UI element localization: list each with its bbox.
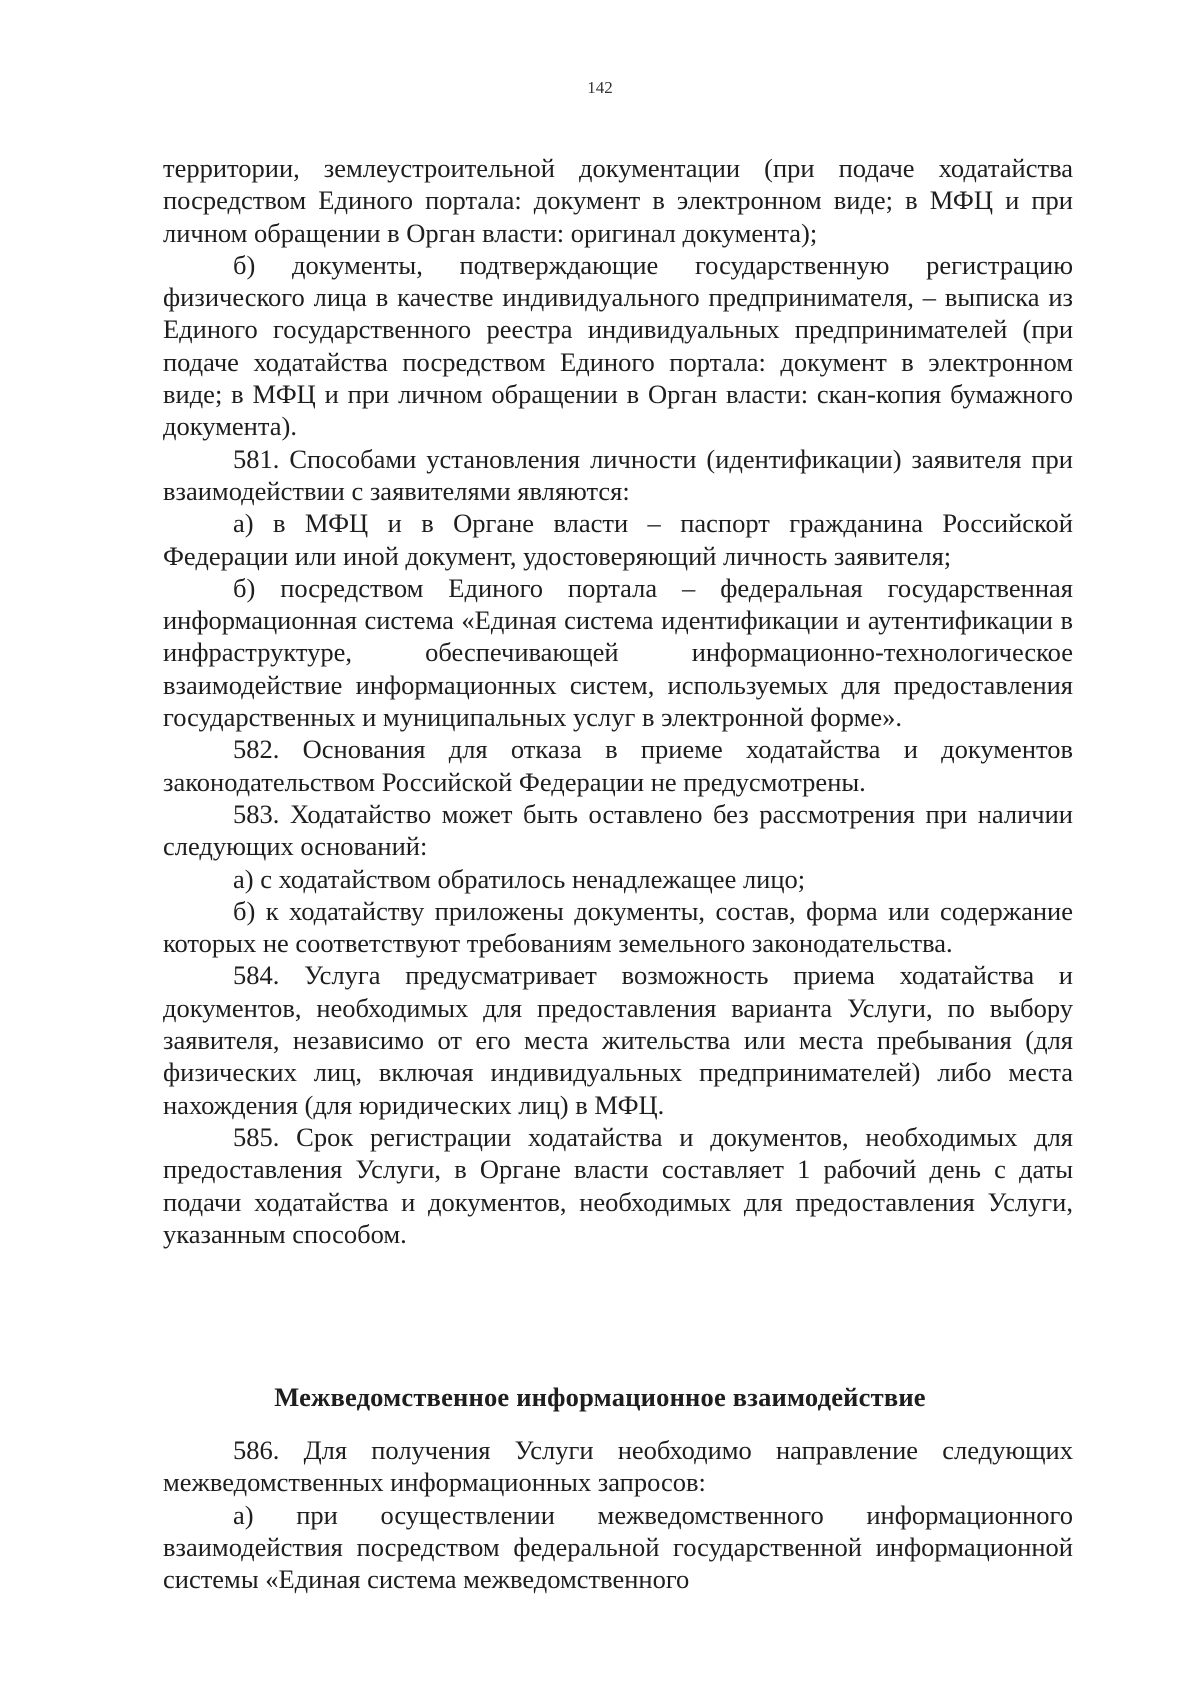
paragraph-584: 584. Услуга предусматривает возможность приема ходатайства и документов, необходимых для предоставления варианта Услуги, по выбору заявителя, независимо от его места жительства или места пребывания (для физических лиц, включая индивидуальных предпринимателей) либо места нахождения (для юридических лиц) в МФЦ. [163,960,1073,1120]
paragraph-583: 583. Ходатайство может быть оставлено без рассмотрения при наличии следующих оснований: [163,798,1073,862]
paragraph-586-item-a: а) при осуществлении межведомственного информационного взаимодействия посредством федеральной государственной информационной системы «Единая система межведомственного [163,1499,1073,1595]
paragraph-585: 585. Срок регистрации ходатайства и документов, необходимых для предоставления Услуги, в Органе власти составляет 1 рабочий день с даты подачи ходатайства и документов, необходимых для предоставления Услуги, указанным способом. [163,1121,1073,1249]
paragraph-581: 581. Способами установления личности (идентификации) заявителя при взаимодействии с заявителями являются: [163,443,1073,506]
paragraph-586: 586. Для получения Услуги необходимо направление следующих межведомственных информационных запросов: [163,1435,1073,1498]
page-number: 142 [587,78,613,97]
paragraph-continuation: территории, землеустроительной документации (при подаче ходатайства посредством Единого портала: документ в электронном виде; в МФЦ и при личном обращении в Орган власти: оригинал документа); [163,153,1073,248]
paragraph-582: 582. Основания для отказа в приеме ходатайства и документов законодательством Российской Федерации не предусмотрены. [163,734,1073,797]
paragraph-item-b-registration: б) документы, подтверждающие государственную регистрацию физического лица в качестве индивидуального предпринимателя, – выписка из Единого государственного реестра индивидуальных предпринимателей (при подаче ходатайства посредством Единого портала: документ в электронном виде; в МФЦ и при личном обращении в Орган власти: скан-копия бумажного документа). [163,249,1073,442]
document-body-bottom [163,1434,1073,1595]
document-body-top [163,152,1073,1250]
paragraph-583-item-b: б) к ходатайству приложены документы, состав, форма или содержание которых не соответствуют требованиям земельного законодательства. [163,895,1073,959]
paragraph-581-item-b: б) посредством Единого портала – федеральная государственная информационная система «Единая система идентификации и аутентификации в инфраструктуре, обеспечивающей информационно-технологическое взаимодействие информационных систем, используемых для предоставления государственных и муниципальных услуг в электронной форме». [163,572,1073,733]
paragraph-581-item-a: а) в МФЦ и в Органе власти – паспорт гражданина Российской Федерации или иной документ, удостоверяющий личность заявителя; [163,508,1073,571]
section-heading: Межведомственное информационное взаимодействие [274,1382,926,1412]
paragraph-583-item-a: а) с ходатайством обратилось ненадлежащее лицо; [233,863,806,894]
